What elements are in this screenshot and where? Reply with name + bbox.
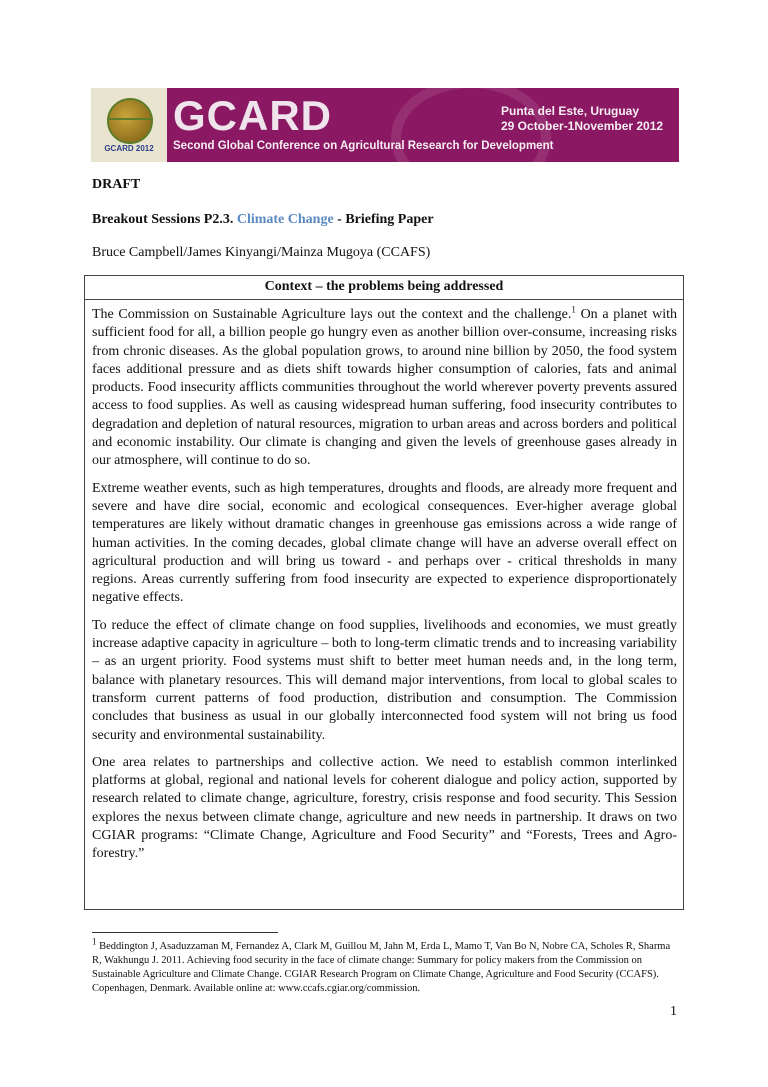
context-box-title: Context – the problems being addressed: [85, 276, 683, 300]
banner-location: Punta del Este, Uruguay: [501, 104, 640, 118]
session-title: [92, 212, 434, 228]
gcard-banner: [91, 88, 679, 162]
context-paragraph-3: To reduce the effect of climate change on food supplies, livelihoods and economies, we must greatly increase adaptive capacity in agriculture – both to long-term climatic trends and to increasing variability – as an urgent priority. Food systems must shift to better meet human needs and, in the long term, balance with planetary resources. This will demand major interventions, from local to global scales to transform current patterns of food production, distribution and consumption. The Commission concludes that business as usual in our globally interconnected food system will not bring us food security and environmental sustainability.: [92, 617, 677, 743]
banner-subtitle: Second Global Conference on Agricultural Research for Development: [173, 140, 554, 152]
session-highlight: Climate Change: [236, 212, 334, 227]
session-prefix: Breakout Sessions P2.3.: [92, 212, 237, 227]
footnote-ref[interactable]: 1: [571, 304, 576, 315]
footnote-number: 1: [92, 936, 97, 947]
session-suffix: - Briefing Paper: [333, 212, 434, 227]
paragraph-1-text-start: The Commission on Sustainable Agriculture lays out the context and the challenge.: [92, 307, 572, 322]
context-paragraph-2: Extreme weather events, such as high temperatures, droughts and floods, are already more frequent and severe and have dire social, economic and ecological consequences. Ever-higher average global temperatures are likely without dramatic changes in greenhouse gas emissions across a wide range of human activities. In the coming decades, global climate change will have an adverse overall effect on agricultural production and will bring us toward - and perhaps over - critical thresholds in many regions. Areas currently suffering from food insecurity are expected to experience disproportionately negative effects.: [92, 480, 677, 606]
gcard-logo: [91, 88, 167, 162]
logo-label: GCARD 2012: [104, 144, 154, 153]
globe-ring-icon: [107, 118, 153, 120]
context-paragraph-1: [92, 306, 677, 471]
footnote-divider: [92, 932, 278, 933]
draft-label: DRAFT: [92, 177, 141, 192]
context-box-body: [85, 300, 683, 864]
page-number: 1: [670, 1004, 677, 1019]
context-paragraph-4: One area relates to partnerships and collective action. We need to establish common interlinked platforms at global, regional and national levels for coherent dialogue and policy action, supported by research related to climate change, agriculture, forestry, crisis response and food security. This Session explores the nexus between climate change, agriculture and new needs in partnership. It draws on two CGIAR programs: “Climate Change, Agriculture and Food Security” and “Forests, Trees and Agro-forestry.”: [92, 754, 677, 862]
authors-line: Bruce Campbell/James Kinyangi/Mainza Mugoya (CCAFS): [92, 245, 431, 260]
footnote-text: Beddington J, Asaduzzaman M, Fernandez A, Clark M, Guillou M, Jahn M, Erda L, Mamo T, Van Bo N, Nobre CA, Scholes R, Sharma R, Wakhungu J. 2011. Achieving food security in the face of climate change: Summary for policy makers from the Commission on Sustainable Agriculture and Climate Change. CGIAR Research Program on Climate Change, Agriculture and Food Security (CCAFS). Copenhagen, Denmark. Available online at: www.ccafs.cgiar.org/commission.: [92, 941, 671, 994]
paragraph-1-text-end: On a planet with sufficient food for all, a billion people go hungry even as another billion over-consume, increasing risks from chronic diseases. As the global population grows, to around nine billion by 2050, the food system faces additional pressure and as diets shift towards higher consumption of calories, fats and animal products. Food insecurity afflicts communities throughout the world wherever poverty prevents assured access to food supplies. As well as causing widespread human suffering, food insecurity contributes to degradation and depletion of natural resources, migration to urban areas and across borders and political and economic instability. Our climate is changing and given the levels of greenhouse gases already in our atmosphere, will continue to do so.: [92, 307, 677, 469]
footnote: [92, 936, 677, 996]
banner-dates: 29 October-1November 2012: [501, 119, 664, 133]
context-box: [84, 275, 684, 910]
banner-brand: GCARD: [173, 92, 332, 139]
globe-icon: [107, 98, 153, 144]
